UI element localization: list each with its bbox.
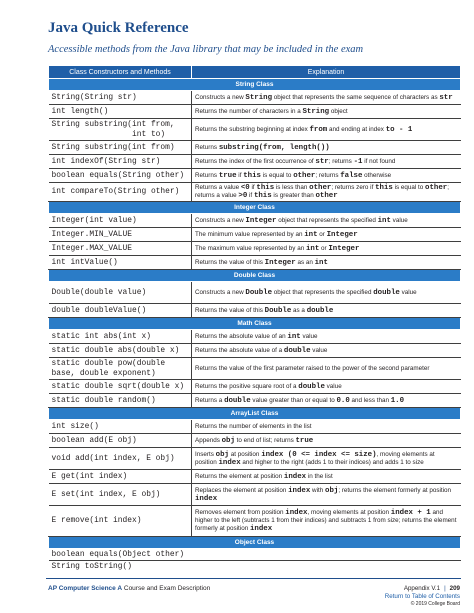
explanation-text: Returns [195, 143, 219, 151]
explanation-text: ; returns the element formerly at position [338, 486, 452, 494]
section-row [49, 270, 461, 282]
code-token: obj [215, 450, 229, 459]
page-subtitle: Accessible methods from the Java library that may be included in the exam [48, 44, 364, 55]
code-token: 0.0 [336, 396, 350, 405]
code-token: index [195, 494, 218, 503]
explanation-text: Returns the absolute value of an [195, 332, 288, 340]
method-signature: Integer.MIN_VALUE [49, 228, 192, 242]
section-row [49, 537, 461, 549]
code-token: other [425, 184, 448, 192]
section-row [49, 202, 461, 214]
footer-page-number: 209 [449, 585, 460, 592]
code-token: other [315, 192, 338, 200]
code-token: index [285, 509, 308, 517]
method-explanation [192, 282, 461, 304]
section-heading: String Class [49, 79, 461, 91]
explanation-text: and higher to the left (subtracts 1 from their indices) and subtracts 1 from size; returns the element formerly at position [195, 509, 457, 532]
section-heading: Math Class [49, 318, 461, 330]
explanation-text: to end of list; returns [234, 436, 296, 444]
method-explanation [192, 394, 461, 408]
footer-copyright: © 2019 College Board [410, 601, 460, 607]
code-token: obj [221, 436, 235, 445]
code-token: int [377, 216, 391, 225]
explanation-text: is equal to [260, 171, 294, 179]
method-signature: int indexOf(String str) [49, 155, 192, 169]
footer-appendix: Appendix V.1 [403, 585, 441, 592]
code-token: this [375, 184, 393, 192]
section-heading: Integer Class [49, 202, 461, 214]
method-explanation [192, 105, 461, 119]
explanation-text: Returns the number of elements in the list [195, 422, 312, 430]
explanation-text: The minimum value represented by an [195, 230, 305, 238]
explanation-text: object [329, 107, 348, 115]
method-signature: E remove(int index) [49, 506, 192, 537]
code-token: index [283, 472, 307, 481]
code-token: -1 [353, 157, 363, 166]
code-token: other [309, 184, 332, 192]
table-row [49, 105, 461, 119]
explanation-text: , moving elements at position [307, 509, 391, 516]
explanation-text: value [324, 382, 342, 390]
java-quick-reference-table [48, 65, 461, 572]
method-explanation [192, 470, 461, 484]
explanation-text: Returns the value of this [195, 306, 265, 314]
column-header-explanation: Explanation [192, 66, 461, 79]
code-token: <0 [240, 184, 250, 192]
method-signature: boolean add(E obj) [49, 434, 192, 448]
explanation-text: is less than [274, 184, 310, 191]
method-explanation [192, 141, 461, 155]
table-row [49, 330, 461, 344]
explanation-text: Constructs a new [195, 216, 246, 224]
method-signature: E set(int index, E obj) [49, 484, 192, 506]
explanation-text: Returns a value [195, 184, 241, 191]
explanation-text: Returns the value of this [195, 258, 265, 266]
code-token: double [373, 288, 400, 297]
code-token: Integer [326, 230, 358, 239]
table-row [49, 358, 461, 380]
method-explanation [192, 242, 461, 256]
explanation-text: Removes element from position [195, 509, 286, 516]
explanation-text: Returns the element at position [195, 472, 284, 480]
method-signature: static int abs(int x) [49, 330, 192, 344]
method-signature: int length() [49, 105, 192, 119]
explanation-text: value [390, 216, 408, 224]
explanation-text: Returns the index of the first occurrence of [195, 157, 316, 165]
table-row [49, 344, 461, 358]
section-heading: Double Class [49, 270, 461, 282]
table-row [49, 506, 461, 537]
footer-course-desc: Course and Exam Description [123, 585, 211, 592]
method-explanation [192, 155, 461, 169]
code-token: substring(from, length()) [218, 143, 330, 152]
method-signature: String(String str) [49, 91, 192, 105]
code-token: this [243, 171, 261, 180]
code-token: double [298, 382, 325, 391]
explanation-text: is equal to [392, 184, 426, 191]
code-token: Integer [264, 258, 296, 267]
code-token: index (0 <= index <= size) [261, 450, 377, 459]
table-row [49, 304, 461, 318]
code-token: this [256, 184, 275, 192]
table-row [49, 228, 461, 242]
explanation-text: Returns the value of the first parameter raised to the power of the second parameter [195, 364, 430, 372]
table-row [49, 470, 461, 484]
explanation-text: in the list [306, 472, 333, 480]
table-row [49, 214, 461, 228]
method-explanation [192, 304, 461, 318]
explanation-text: and higher to the right (adds 1 to their indices) and adds 1 to size [240, 458, 424, 466]
method-explanation [192, 420, 461, 434]
explanation-text: or [317, 230, 327, 238]
explanation-text: with [310, 486, 326, 494]
explanation-text: otherwise [362, 171, 392, 179]
footer-rule [46, 578, 461, 579]
method-explanation [192, 91, 461, 105]
explanation-text: Returns a [195, 396, 225, 404]
explanation-text: if [236, 171, 244, 179]
table-row [49, 420, 461, 434]
table-row [49, 141, 461, 155]
method-signature: E get(int index) [49, 470, 192, 484]
table-row [49, 256, 461, 270]
explanation-text: value [399, 288, 417, 296]
explanation-text: ; returns [315, 171, 341, 179]
table-row [49, 282, 461, 304]
code-token: false [340, 171, 363, 180]
method-signature: static double pow(double base, double exponent) [49, 358, 192, 380]
explanation-text: if not found [362, 157, 396, 165]
method-explanation [192, 183, 461, 202]
code-token: 1.0 [390, 396, 405, 405]
method-explanation [192, 344, 461, 358]
explanation-text: value [300, 332, 318, 340]
code-token: other [293, 171, 316, 180]
column-header-methods: Class Constructors and Methods [49, 66, 192, 79]
table-row [49, 394, 461, 408]
method-signature: int compareTo(String other) [49, 183, 192, 202]
explanation-text: as an [295, 258, 315, 266]
method-signature: Double(double value) [49, 282, 192, 304]
code-token: true [218, 171, 237, 180]
code-token: int [287, 332, 301, 341]
method-signature: String substring(int from) [49, 141, 192, 155]
explanation-text: Replaces the element at position [195, 486, 289, 494]
table-row [49, 434, 461, 448]
table-row [49, 169, 461, 183]
explanation-text: Returns the absolute value of a [195, 346, 284, 354]
method-explanation [192, 484, 461, 506]
method-signature: static double sqrt(double x) [49, 380, 192, 394]
code-token: obj [325, 486, 339, 495]
code-token: double [283, 346, 311, 355]
table-row [49, 91, 461, 105]
table-row [49, 242, 461, 256]
method-explanation [192, 380, 461, 394]
footer-course [48, 585, 210, 592]
method-signature: static double random() [49, 394, 192, 408]
explanation-text: and ending at index [327, 125, 386, 133]
method-explanation [192, 228, 461, 242]
method-explanation [192, 358, 461, 380]
method-signature: boolean equals(Object other) [49, 549, 461, 561]
method-signature: Integer(int value) [49, 214, 192, 228]
method-signature: String toString() [51, 561, 132, 571]
explanation-text: The maximum value represented by an [195, 244, 306, 252]
explanation-text: ; returns [328, 157, 354, 165]
method-signature: boolean equals(String other) [49, 169, 192, 183]
explanation-text: Returns the positive square root of a [195, 382, 299, 390]
method-explanation [192, 448, 461, 470]
explanation-text: Appends [195, 436, 222, 444]
table-row [49, 448, 461, 470]
table-row [49, 561, 461, 573]
method-signature: void add(int index, E obj) [49, 448, 192, 470]
explanation-text: , moving elements at position [195, 450, 435, 466]
code-token: double [224, 396, 251, 405]
code-token: Integer [328, 244, 360, 253]
code-token: double [306, 306, 334, 315]
method-signature: int intValue() [49, 256, 192, 270]
method-signature: static double abs(double x) [49, 344, 192, 358]
code-token: from [309, 125, 328, 134]
code-token: str [439, 93, 453, 102]
table-row [49, 484, 461, 506]
table-body [49, 79, 461, 573]
explanation-text: object that represents the specified [276, 216, 378, 224]
method-explanation [192, 330, 461, 344]
code-token: true [295, 436, 314, 445]
footer-course-name: AP Computer Science A [48, 585, 123, 592]
return-to-toc-link[interactable]: Return to Table of Contents [384, 593, 460, 600]
explanation-text: ; returns a value [195, 184, 449, 199]
table-row [49, 549, 461, 561]
section-heading: Object Class [49, 537, 461, 549]
explanation-text: if [249, 184, 257, 191]
explanation-text: Returns [195, 171, 219, 179]
table-row [49, 155, 461, 169]
code-token: str [315, 157, 329, 166]
section-row [49, 318, 461, 330]
explanation-text: and less than [349, 396, 391, 404]
method-explanation [192, 214, 461, 228]
code-token: int [304, 230, 318, 239]
code-token: to - 1 [385, 125, 413, 134]
code-token: Double [245, 288, 273, 297]
code-token: int [305, 244, 320, 253]
table-row [49, 183, 461, 202]
code-token: int [314, 258, 328, 267]
code-token: Integer [245, 216, 277, 225]
section-row [49, 408, 461, 420]
method-signature: int size() [49, 420, 192, 434]
explanation-text: object that represents the specified [272, 288, 374, 296]
code-token: index [249, 525, 273, 533]
method-signature: String substring(int from, int to) [49, 119, 192, 141]
method-signature: Integer.MAX_VALUE [49, 242, 192, 256]
explanation-text: Returns the number of characters in a [195, 107, 303, 115]
page-title: Java Quick Reference [48, 20, 189, 36]
explanation-text: Inserts [195, 450, 216, 458]
code-token: Double [264, 306, 292, 315]
footer-page-info: Appendix V.1 | 209 Return to Table of Contents © 2019 College Board [384, 585, 460, 607]
code-token: index [218, 458, 241, 467]
explanation-text: if [247, 192, 254, 199]
method-explanation [192, 169, 461, 183]
code-token: >0 [238, 192, 248, 200]
explanation-text: object that represents the same sequence of characters as [272, 93, 440, 101]
method-explanation [192, 434, 461, 448]
code-token: index + 1 [390, 509, 431, 517]
table-row [49, 119, 461, 141]
method-signature: double doubleValue() [49, 304, 192, 318]
explanation-text: at position [228, 450, 262, 458]
code-token: String [302, 107, 330, 116]
method-explanation [192, 506, 461, 537]
section-heading: ArrayList Class [49, 408, 461, 420]
explanation-text: Constructs a new [195, 288, 246, 296]
explanation-text: value [310, 346, 328, 354]
table-row [49, 380, 461, 394]
code-token: index [288, 486, 311, 495]
code-token: this [253, 192, 272, 200]
explanation-text: Constructs a new [195, 93, 246, 101]
explanation-text: Returns the substring beginning at index [195, 125, 310, 133]
table-header-row [49, 66, 461, 79]
explanation-text: is greater than [271, 192, 316, 199]
explanation-text: ; returns zero if [331, 184, 376, 191]
explanation-text: as a [291, 306, 307, 314]
method-explanation [192, 119, 461, 141]
explanation-text: or [319, 244, 329, 252]
code-token: String [245, 93, 273, 102]
method-explanation [192, 256, 461, 270]
section-row [49, 79, 461, 91]
explanation-text: value greater than or equal to [250, 396, 337, 404]
